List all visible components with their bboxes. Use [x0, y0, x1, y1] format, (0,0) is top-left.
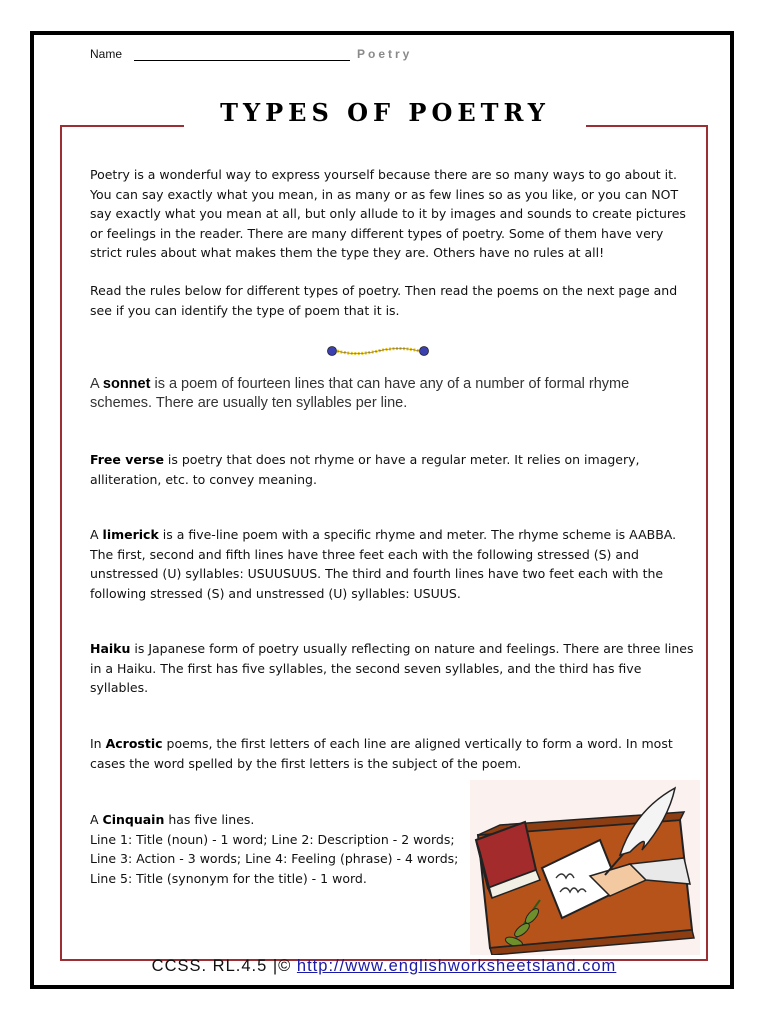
- cinquain-text: Line 3: Action - 3 words; Line 4: Feeling (phrase) - 4 words;: [90, 851, 459, 866]
- acrostic-definition: [90, 734, 673, 773]
- free-verse-definition: [90, 450, 640, 489]
- intro-line: strict rules about what makes them the type they are. Others have no rules at all!: [90, 245, 605, 260]
- intro-paragraph-1: [90, 165, 686, 263]
- cinquain-pre: A: [90, 812, 103, 827]
- intro-line: Poetry is a wonderful way to express yourself because there are so many ways to go about it.: [90, 167, 678, 182]
- cinquain-text: has five lines.: [164, 812, 255, 827]
- page-title: TYPES OF POETRY: [220, 98, 550, 127]
- free-verse-term: Free verse: [90, 452, 164, 467]
- intro-paragraph-2: [90, 281, 677, 320]
- name-label: Name: [90, 47, 123, 61]
- intro-line: or feelings in the reader. There are many different types of poetry. Some of them have very: [90, 225, 664, 241]
- free-verse-text: is poetry that does not rhyme or have a regular meter. It relies on imagery,: [163, 452, 640, 467]
- limerick-text: The first, second and fifth lines have three feet each with the following stressed (S) and: [90, 546, 639, 562]
- haiku-text: syllables.: [90, 680, 149, 695]
- quill-letter-book-clipart-icon: [470, 780, 700, 955]
- website-link[interactable]: http://www.englishworksheetsland.com: [296, 957, 617, 975]
- title-wrap: [184, 98, 586, 134]
- sonnet-term: sonnet: [102, 376, 151, 392]
- acrostic-term: Acrostic: [105, 736, 163, 751]
- limerick-term: limerick: [102, 527, 159, 542]
- intro-line: You can say exactly what you mean, in as many or as few lines so as you like, or you can NOT: [90, 186, 679, 202]
- footer: [0, 957, 768, 976]
- intro-line: say exactly what you mean at all, but only allude to it by images and sounds to create pictures: [90, 206, 686, 221]
- sonnet-pre: A: [90, 376, 103, 392]
- cinquain-term: Cinquain: [102, 812, 165, 827]
- name-field-line[interactable]: [134, 60, 350, 61]
- haiku-definition: [90, 639, 694, 698]
- subject-label: Poetry: [357, 47, 413, 61]
- acrostic-text: poems, the first letters of each line are aligned vertically to form a word. In most: [162, 736, 673, 751]
- sonnet-definition: [90, 375, 629, 413]
- haiku-term: Haiku: [90, 641, 131, 656]
- standard-code: CCSS. RL.4.5 |©: [151, 957, 297, 975]
- haiku-text: in a Haiku. The first has five syllables, the second seven syllables, and the third has five: [90, 660, 642, 676]
- limerick-text: following stressed (S) and unstressed (U) syllables: USUUS.: [90, 585, 461, 601]
- cinquain-text: Line 5: Title (synonym for the title) - 1 word.: [90, 870, 367, 886]
- cinquain-definition: [90, 810, 458, 888]
- beaded-divider-icon: [326, 344, 430, 358]
- sonnet-text: is a poem of fourteen lines that can have any of a number of formal rhyme: [150, 376, 630, 392]
- limerick-definition: [90, 525, 676, 603]
- cinquain-text: Line 1: Title (noun) - 1 word; Line 2: Description - 2 words;: [90, 831, 455, 847]
- limerick-text: unstressed (U) syllables: USUUSUUS. The third and fourth lines have two feet each with the: [90, 566, 664, 581]
- acrostic-text: cases the word spelled by the first letters is the subject of the poem.: [90, 755, 522, 771]
- sonnet-text: schemes. There are usually ten syllables per line.: [90, 395, 408, 411]
- limerick-pre: A: [90, 527, 103, 542]
- limerick-text: is a five-line poem with a specific rhyme and meter. The rhyme scheme is AABBA.: [158, 527, 677, 542]
- intro-line: see if you can identify the type of poem that it is.: [90, 302, 400, 318]
- haiku-text: is Japanese form of poetry usually reflecting on nature and feelings. There are three lines: [130, 641, 694, 656]
- intro-line: Read the rules below for different types of poetry. Then read the poems on the next page and: [90, 283, 678, 298]
- free-verse-text: alliteration, etc. to convey meaning.: [90, 471, 317, 487]
- acrostic-pre: In: [90, 736, 106, 751]
